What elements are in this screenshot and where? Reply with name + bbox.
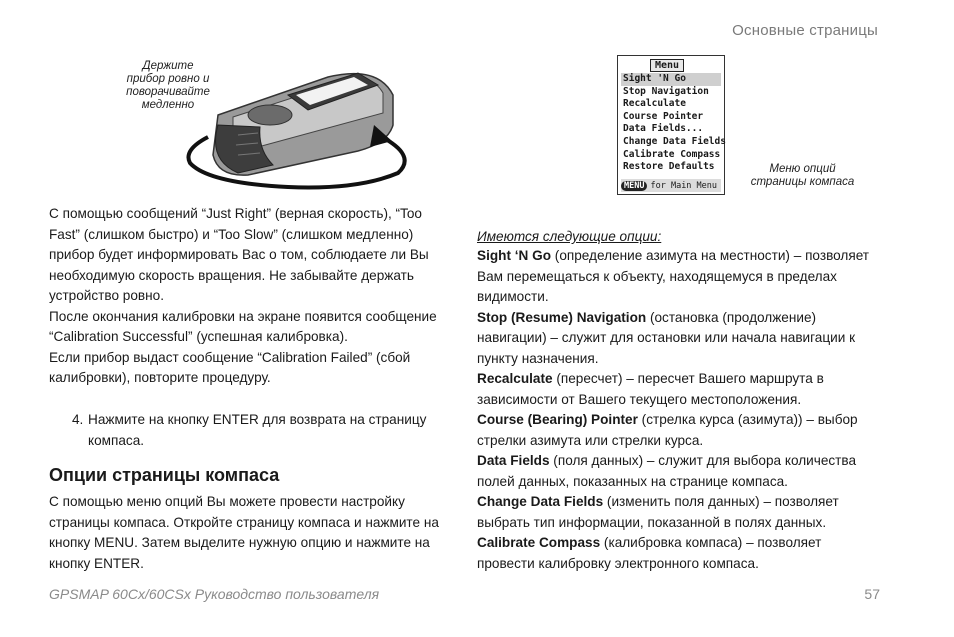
menu-item-course-pointer[interactable]: Course Pointer	[623, 110, 704, 122]
option-item	[477, 369, 877, 410]
menu-footer	[621, 179, 721, 192]
manual-title-footer: GPSMAP 60Cx/60CSx Руководство пользователя	[49, 586, 380, 602]
paragraph: Если прибор выдаст сообщение “Calibration Failed” (сбой калибровки), повторите процедуру.	[49, 349, 411, 385]
paragraph: После окончания калибровки на экране появится сообщение “Calibration Successful” (успешная калибровка).	[49, 308, 437, 344]
option-name: Sight ‘N Go	[477, 248, 552, 263]
step-text: Нажмите на кнопку ENTER для возврата на страницу	[88, 412, 427, 427]
step-item	[72, 410, 432, 451]
menu-key-icon: MENU	[621, 181, 647, 191]
device-figure-caption: Держите прибор ровно и поворачивайте медленно	[126, 60, 210, 111]
option-item	[477, 492, 877, 533]
option-item	[477, 533, 877, 574]
option-description: (пересчет) – пересчет Вашего маршрута в зависимости от Вашего текущего местоположения.	[477, 371, 824, 407]
option-description: (калибровка компаса) – позволяет провести калибровку электронного компаса.	[477, 535, 822, 571]
menu-item-stop-navigation[interactable]: Stop Navigation	[623, 85, 709, 97]
menu-item-calibrate-compass[interactable]: Calibrate Compass	[623, 148, 721, 160]
menu-title: Menu	[650, 59, 684, 72]
paragraph: С помощью сообщений “Just Right” (верная скорость), “Too Fast” (слишком быстро) и “Too Slow” (слишком медленно) прибор будет информировать Вас о том, соблюдаете ли Вы необходимую скорость вращения. Не забывайте держать устройство ровно.	[49, 206, 429, 303]
options-list	[477, 246, 877, 574]
option-name: Stop (Resume) Navigation	[477, 309, 647, 325]
menu-item-sight-n-go[interactable]: Sight 'N Go	[621, 73, 721, 86]
step-text-continued: компаса.	[88, 432, 145, 448]
option-name: Calibrate Compass	[477, 535, 601, 550]
menu-item-restore-defaults[interactable]: Restore Defaults	[623, 161, 715, 173]
option-name: Change Data Fields	[477, 494, 604, 509]
gps-device-illustration	[213, 73, 393, 175]
menu-item-data-fields[interactable]: Data Fields...	[623, 123, 704, 135]
option-name: Recalculate	[477, 371, 553, 386]
option-item	[477, 410, 877, 451]
step-number: 4.	[72, 412, 84, 427]
paragraph: С помощью меню опций Вы можете провести настройку страницы компаса. Откройте страницу компаса и нажмите на кнопку MENU. Затем выделите нужную опцию и нажмите на кнопку ENTER.	[49, 494, 439, 571]
option-item	[477, 246, 877, 308]
menu-list	[621, 73, 726, 174]
option-description: (изменить поля данных) – позволяет выбрать тип информации, показанной в полях данных.	[477, 494, 839, 530]
option-description: (определение азимута на местности) – позволяет Вам перемещаться к объекту, находящемуся в пределах видимости.	[477, 248, 870, 304]
menu-figure-caption: Меню опций страницы компаса	[750, 163, 855, 188]
compass-menu-screenshot	[617, 55, 725, 195]
option-name: Data Fields	[477, 453, 550, 468]
menu-item-change-data-fields[interactable]: Change Data Fields	[623, 135, 726, 147]
options-intro: Имеются следующие опции:	[477, 229, 662, 244]
section-heading: Опции страницы компаса	[49, 465, 280, 485]
option-name: Course (Bearing) Pointer	[477, 412, 638, 427]
left-text-block	[49, 204, 444, 389]
option-item	[477, 451, 877, 492]
option-item	[477, 308, 877, 370]
option-description: (поля данных) – служит для выбора количества полей данных, показанных на странице компаса.	[477, 453, 857, 489]
option-description: (остановка (продолжение) навигации) – служит для остановки или начала навигации к пункту назначения.	[477, 309, 856, 366]
page-number: 57	[864, 586, 880, 602]
running-header: Основные страницы	[732, 22, 878, 39]
menu-footer-text: for Main Menu	[650, 180, 718, 191]
menu-item-recalculate[interactable]: Recalculate	[623, 98, 686, 110]
option-description: (стрелка курса (азимута)) – выбор стрелки азимута или стрелки курса.	[477, 412, 858, 448]
gps-device-rotation-figure	[178, 55, 423, 190]
